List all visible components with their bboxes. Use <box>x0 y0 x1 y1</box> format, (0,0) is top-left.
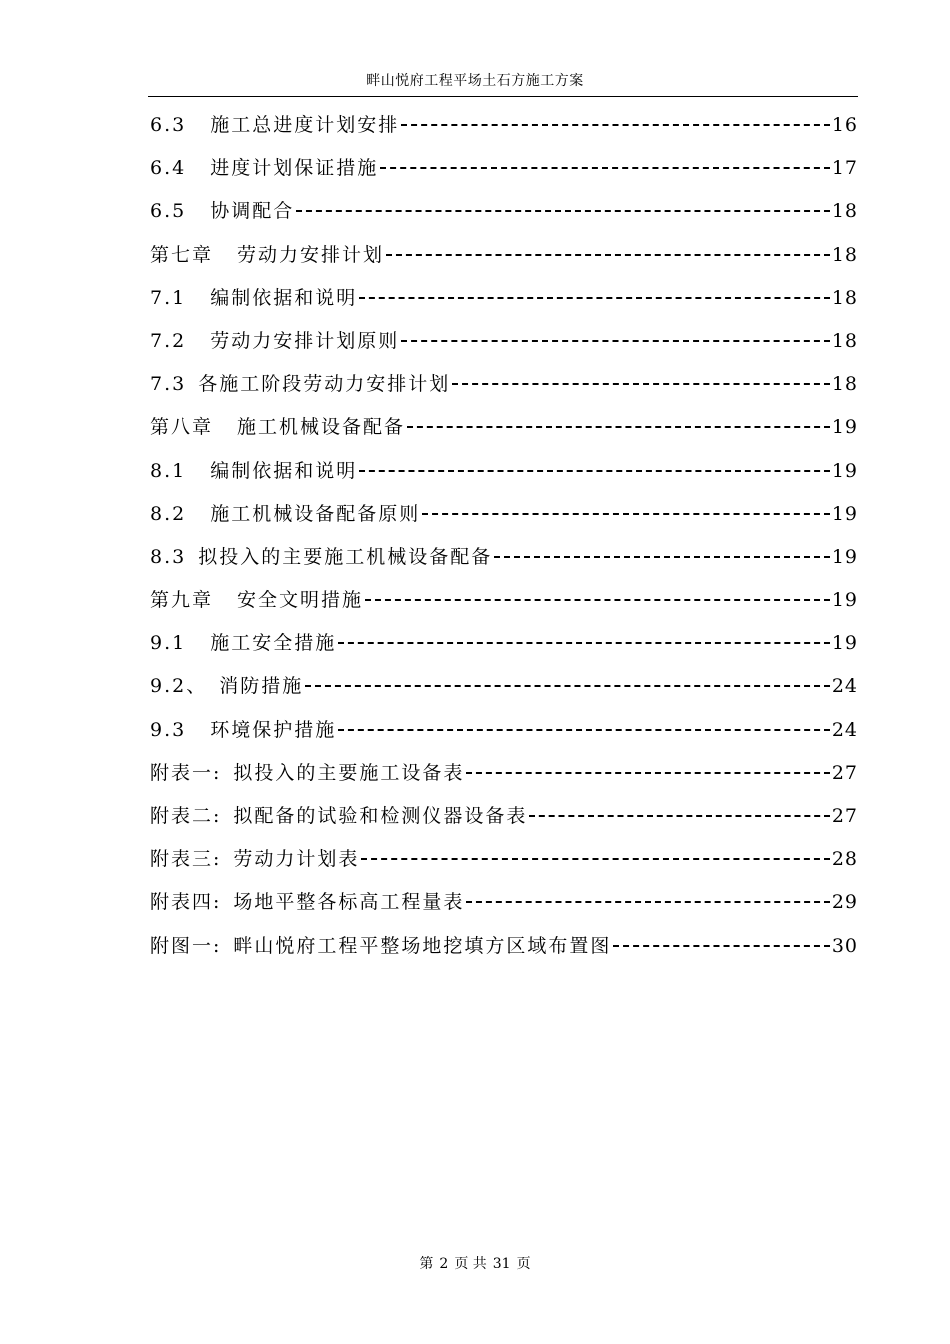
toc-entry[interactable] <box>150 147 858 190</box>
page-footer <box>0 1253 950 1273</box>
footer-total-pages: 31 <box>492 1256 511 1272</box>
toc-entry-title: 协调配合 <box>210 200 295 223</box>
toc-entry[interactable] <box>150 104 858 147</box>
toc-entry-number: 9.3 <box>150 718 187 741</box>
toc-dot-leader <box>494 556 830 558</box>
toc-entry-title: 劳动力安排计划原则 <box>210 329 400 352</box>
toc-dot-leader <box>305 685 830 687</box>
toc-entry-title: 施工机械设备配备原则 <box>210 502 421 525</box>
toc-entry-page: 18 <box>831 373 858 396</box>
toc-entry-page: 27 <box>831 761 858 784</box>
toc-entry-title: 各施工阶段劳动力安排计划 <box>198 373 451 396</box>
toc-entry[interactable] <box>150 190 858 233</box>
toc-dot-leader <box>401 340 830 342</box>
toc-dot-leader <box>380 167 830 169</box>
toc-entry[interactable] <box>150 493 858 536</box>
toc-entry-number: 7.2 <box>150 329 187 352</box>
toc-entry-title: 环境保护措施 <box>210 718 337 741</box>
toc-entry-number: 第七章 <box>150 243 214 266</box>
toc-entry-title: 消防措施 <box>219 675 304 698</box>
toc-dot-leader <box>338 642 830 644</box>
toc-entry-title: 安全文明措施 <box>237 589 364 612</box>
toc-entry-page: 19 <box>831 589 858 612</box>
toc-dot-leader <box>529 815 829 817</box>
toc-entry-page: 24 <box>831 718 858 741</box>
toc-entry-page: 17 <box>831 157 858 180</box>
toc-entry[interactable] <box>150 665 858 708</box>
toc-entry-number: 附表二: <box>150 805 222 827</box>
toc-entry-number: 附表三: <box>150 848 222 871</box>
toc-entry-number: 第八章 <box>150 416 214 439</box>
toc-entry[interactable] <box>150 450 858 493</box>
toc-entry-number: 附表四: <box>150 891 222 914</box>
toc-entry-page: 19 <box>831 416 858 439</box>
toc-dot-leader <box>613 945 829 947</box>
toc-entry-number: 6.5 <box>150 200 187 223</box>
toc-entry-number: 6.3 <box>150 114 187 136</box>
toc-entry-page: 24 <box>831 675 858 698</box>
toc-dot-leader <box>466 772 829 774</box>
toc-entry[interactable] <box>150 234 858 277</box>
toc-entry[interactable] <box>150 709 858 752</box>
toc-entry-page: 27 <box>831 805 858 827</box>
footer-suffix: 页 <box>516 1256 531 1272</box>
footer-current-page: 2 <box>439 1256 449 1272</box>
toc-entry[interactable] <box>150 363 858 406</box>
toc-dot-leader <box>361 858 829 860</box>
running-header: 畔山悦府工程平场土石方施工方案 <box>366 73 584 89</box>
toc-entry[interactable] <box>150 838 858 881</box>
toc-entry-page: 16 <box>831 114 858 136</box>
toc-entry[interactable] <box>150 925 858 968</box>
toc-entry-page: 30 <box>831 934 858 957</box>
toc-entry[interactable] <box>150 752 858 795</box>
toc-entry-page: 18 <box>831 329 858 352</box>
toc-entry-number: 7.1 <box>150 286 187 309</box>
table-of-contents <box>150 104 858 968</box>
toc-entry-title: 编制依据和说明 <box>210 286 358 309</box>
toc-dot-leader <box>338 729 830 731</box>
toc-entry[interactable] <box>150 277 858 320</box>
toc-entry[interactable] <box>150 881 858 924</box>
toc-dot-leader <box>359 470 830 472</box>
toc-entry-title: 施工安全措施 <box>210 632 337 655</box>
toc-entry-page: 18 <box>831 200 858 223</box>
toc-entry-number: 附图一: <box>150 934 222 957</box>
toc-entry-page: 19 <box>831 632 858 655</box>
toc-entry-title: 施工总进度计划安排 <box>210 114 400 136</box>
toc-entry-number: 8.3 <box>150 545 187 568</box>
toc-dot-leader <box>386 254 830 256</box>
toc-entry-page: 19 <box>831 545 858 568</box>
toc-dot-leader <box>422 513 830 515</box>
toc-entry-number: 9.2、 <box>150 675 208 698</box>
toc-entry-title: 拟投入的主要施工设备表 <box>233 761 465 784</box>
toc-entry-title: 劳动力安排计划 <box>237 243 385 266</box>
toc-entry-number: 7.3 <box>150 373 187 396</box>
toc-dot-leader <box>365 599 830 601</box>
toc-dot-leader <box>401 124 830 126</box>
toc-entry-number: 9.1 <box>150 632 187 655</box>
toc-entry-number: 6.4 <box>150 157 187 180</box>
toc-entry-page: 18 <box>831 286 858 309</box>
toc-entry[interactable] <box>150 320 858 363</box>
toc-entry-number: 8.1 <box>150 459 187 482</box>
toc-dot-leader <box>296 210 830 212</box>
toc-entry-page: 19 <box>831 459 858 482</box>
toc-entry-number: 8.2 <box>150 502 187 525</box>
toc-entry[interactable] <box>150 579 858 622</box>
toc-entry-title: 畔山悦府工程平整场地挖填方区域布置图 <box>233 934 612 957</box>
toc-entry-page: 29 <box>831 891 858 914</box>
toc-entry-title: 拟投入的主要施工机械设备配备 <box>198 545 493 568</box>
toc-entry-title: 劳动力计划表 <box>233 848 360 871</box>
toc-entry-number: 附表一: <box>150 761 222 784</box>
toc-dot-leader <box>359 297 830 299</box>
toc-entry[interactable] <box>150 622 858 665</box>
toc-entry-title: 进度计划保证措施 <box>210 157 379 180</box>
toc-entry-title: 场地平整各标高工程量表 <box>233 891 465 914</box>
toc-dot-leader <box>452 383 830 385</box>
toc-entry[interactable] <box>150 795 858 838</box>
footer-mid: 页 共 <box>454 1256 487 1272</box>
toc-dot-leader <box>407 426 830 428</box>
toc-entry-title: 编制依据和说明 <box>210 459 358 482</box>
toc-entry-title: 拟配备的试验和检测仪器设备表 <box>233 805 528 827</box>
toc-entry[interactable] <box>150 536 858 579</box>
footer-prefix: 第 <box>419 1256 434 1272</box>
toc-entry-page: 28 <box>831 848 858 871</box>
header-rule <box>148 96 858 97</box>
toc-entry-page: 19 <box>831 502 858 525</box>
toc-entry[interactable] <box>150 406 858 449</box>
toc-entry-title: 施工机械设备配备 <box>237 416 406 439</box>
toc-dot-leader <box>466 901 829 903</box>
toc-entry-page: 18 <box>831 243 858 266</box>
toc-entry-number: 第九章 <box>150 589 214 612</box>
